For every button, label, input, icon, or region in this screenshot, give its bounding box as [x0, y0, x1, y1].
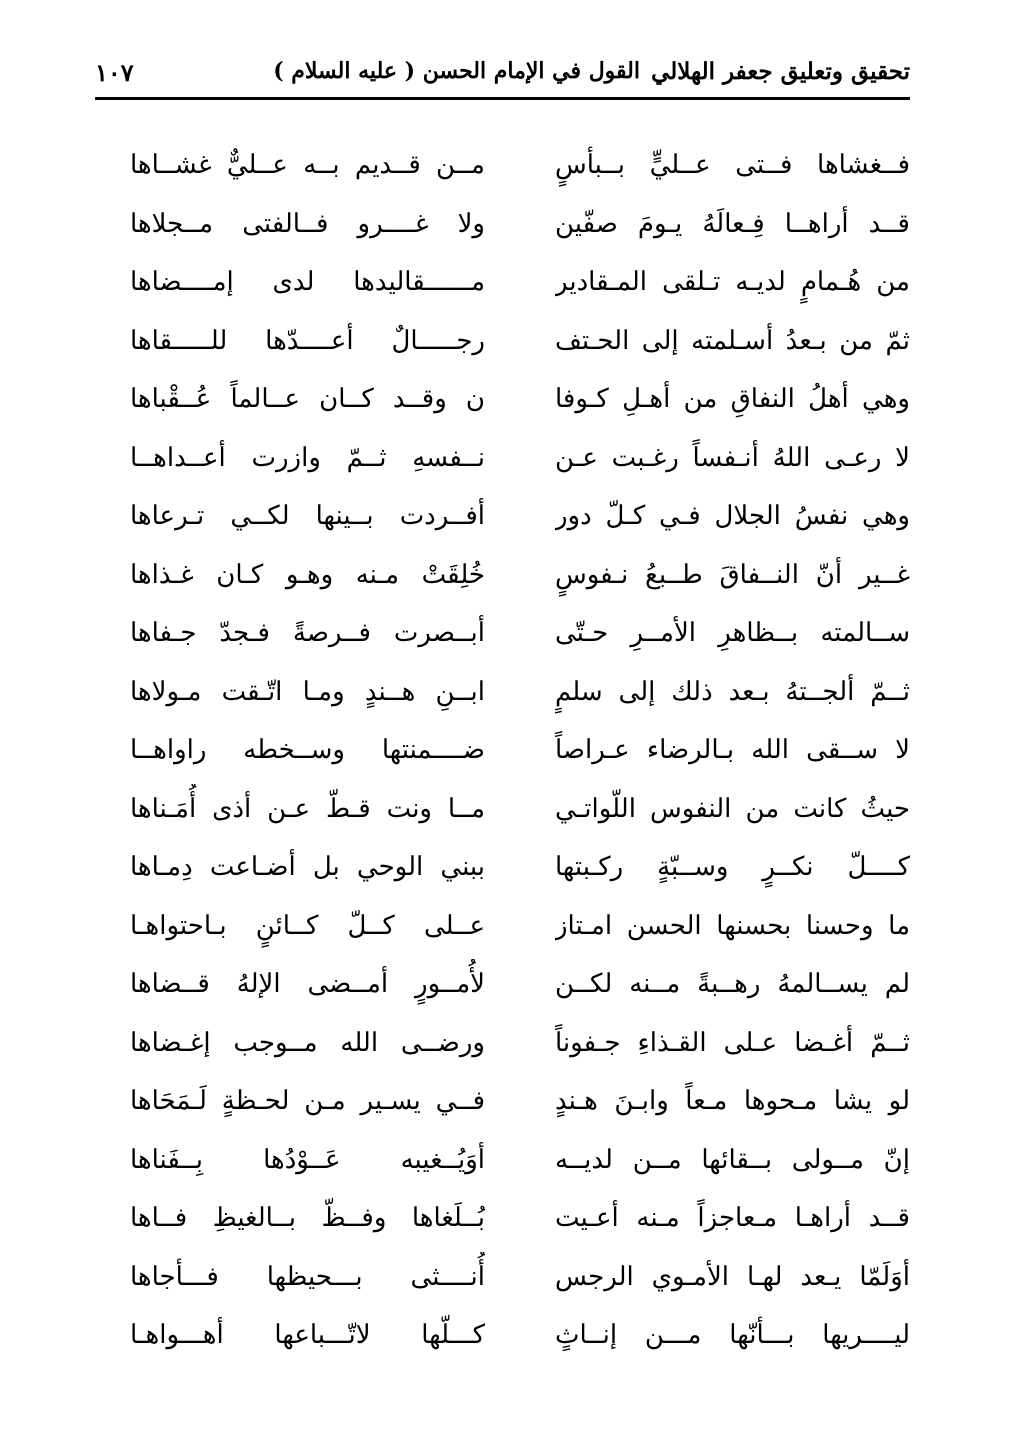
- verse-line: [95, 842, 910, 901]
- verse-line: [95, 1076, 910, 1135]
- verse-line: [95, 433, 910, 492]
- verse-second-hemistich: كـــلّها لاتّـــباعها أهـــواهـا: [130, 1320, 485, 1350]
- verse-first-hemistich: لو يشا مـحوها مـعاً وابـنَ هـندٍ: [555, 1086, 910, 1116]
- verse-first-hemistich: ليــــريها بـــأنّها مـــن إنــاثٍ: [555, 1320, 910, 1350]
- verse-second-hemistich: ببني الوحي بل أضـاعت دِمـاها: [130, 852, 485, 882]
- verse-line: [95, 491, 910, 550]
- verse-line: [95, 725, 910, 784]
- verse-second-hemistich: ن وقــد كــان عــالماً عُــقْباها: [130, 384, 485, 414]
- verse-line: [95, 1252, 910, 1311]
- section-title: القول في الإمام الحسن ( عليه السلام ): [273, 58, 640, 84]
- verse-line: [95, 374, 910, 433]
- verse-line: [95, 608, 910, 667]
- verse-first-hemistich: فــغشاها فــتى عــليٍّ بــبأسٍ: [555, 150, 910, 180]
- verse-second-hemistich: رجـــــالٌ أعــــدّها للـــــقاها: [130, 325, 485, 356]
- verse-first-hemistich: إنّ مــولى بــقائها مــن لديــه: [555, 1144, 910, 1175]
- verse-second-hemistich: ولا غــــرو فــالفتى مــجلاها: [130, 208, 485, 239]
- verse-first-hemistich: حيثُ كانت من النفوس اللّواتـي: [555, 793, 910, 824]
- verse-first-hemistich: أوَلَمّا يـعد لهـا الأمـوي الرجس: [555, 1261, 910, 1292]
- verse-first-hemistich: لا ســقى الله بـالرضاء عـراصاً: [555, 735, 910, 765]
- verse-first-hemistich: وهي أهلُ النفاقِ من أهـلِ كـوفا: [555, 384, 910, 414]
- verse-second-hemistich: عــلى كــلّ كــائنٍ بـاحتواهـا: [130, 910, 485, 941]
- verse-first-hemistich: ثــمّ ألجــتهُ بـعد ذلك إلى سلمٍ: [555, 676, 910, 707]
- verse-first-hemistich: وهي نفسُ الجلال فـي كـلّ دور: [555, 501, 910, 531]
- verse-line: [95, 199, 910, 258]
- verse-first-hemistich: لا رعـى اللهُ أنـفساً رغـبت عـن: [555, 442, 910, 473]
- header-divider: [95, 97, 910, 100]
- verse-second-hemistich: أُنــــثى بـــحيظها فـــأجاها: [130, 1261, 485, 1292]
- verse-first-hemistich: لم يســالمهُ رهــبةً مــنه لكــن: [555, 969, 910, 999]
- verse-first-hemistich: قــد أراهـا مـعاجزاً مـنه أعـيت: [555, 1203, 910, 1233]
- verse-second-hemistich: ورضــى الله مــوجب إغـضاها: [130, 1027, 485, 1058]
- verse-first-hemistich: ثــمّ أغـضا عـلى القـذاءِ جـفوناً: [555, 1027, 910, 1058]
- verse-line: [95, 550, 910, 609]
- verse-second-hemistich: مــا ونت قـطّ عـن أذى أُمَـناها: [130, 793, 485, 824]
- poem-body: [95, 140, 910, 1369]
- verse-second-hemistich: أوَيُــغيبه عَــوْدُها بِــفَناها: [130, 1144, 485, 1175]
- verse-second-hemistich: أفــردت بــينها لكــي تـرعاها: [130, 501, 485, 531]
- verse-first-hemistich: ما وحسنا بحسنها الحسن امـتاز: [555, 910, 910, 941]
- verse-line: [95, 1310, 910, 1369]
- verse-line: [95, 959, 910, 1018]
- verse-line: [95, 901, 910, 960]
- verse-second-hemistich: مــــــقاليدها لدى إمــــضاها: [130, 267, 485, 297]
- page-number: ١٠٧: [95, 58, 134, 87]
- verse-line: [95, 1135, 910, 1194]
- verse-line: [95, 1018, 910, 1077]
- verse-first-hemistich: ثمّ من بـعدُ أسـلمته إلى الحـتف: [555, 325, 910, 356]
- page-header: [95, 50, 910, 98]
- verse-line: [95, 784, 910, 843]
- verse-second-hemistich: بُــلَغاها وفــظّ بــالغيظِ فــاها: [130, 1203, 485, 1233]
- verse-first-hemistich: ســالمته بــظاهرِ الأمــرِ حـتّى: [555, 618, 910, 648]
- verse-first-hemistich: قــد أراهــا فِـعالَهُ يـومَ صفّين: [555, 208, 910, 239]
- verse-second-hemistich: أبــصرت فــرصةً فـجدّ جـفاها: [130, 618, 485, 648]
- verse-first-hemistich: من هُـمامٍ لديـه تـلقى المـقادير: [555, 267, 910, 297]
- verse-line: [95, 1193, 910, 1252]
- verse-second-hemistich: ابــنِ هــندٍ ومـا اتّـقت مـولاها: [130, 676, 485, 707]
- verse-second-hemistich: لأُمــورٍ أمــضى الإلهُ قــضاها: [130, 969, 485, 999]
- verse-second-hemistich: مــن قــديم بــه عــليٌّ غشــاها: [130, 150, 485, 180]
- verse-line: [95, 140, 910, 199]
- verse-second-hemistich: ضــــمنتها وســخطه راواهــا: [130, 735, 485, 765]
- verse-line: [95, 667, 910, 726]
- verse-second-hemistich: نــفسهِ ثــمّ وازرت أعــداهــا: [130, 442, 485, 473]
- verse-second-hemistich: خُلِقَتْ مـنه وهـو كـان غـذاها: [130, 559, 485, 590]
- verse-first-hemistich: كــــلّ نكــرٍ وســبّةٍ ركـبتها: [555, 852, 910, 882]
- verse-line: [95, 316, 910, 375]
- verse-line: [95, 257, 910, 316]
- verse-first-hemistich: غــير أنّ النــفاقَ طــبعُ نـفوسٍ: [555, 559, 910, 590]
- book-title: تحقيق وتعليق جعفر الهلالي: [651, 58, 910, 85]
- verse-second-hemistich: فــي يسـير مـن لحـظةٍ لَـمَحَاها: [130, 1086, 485, 1116]
